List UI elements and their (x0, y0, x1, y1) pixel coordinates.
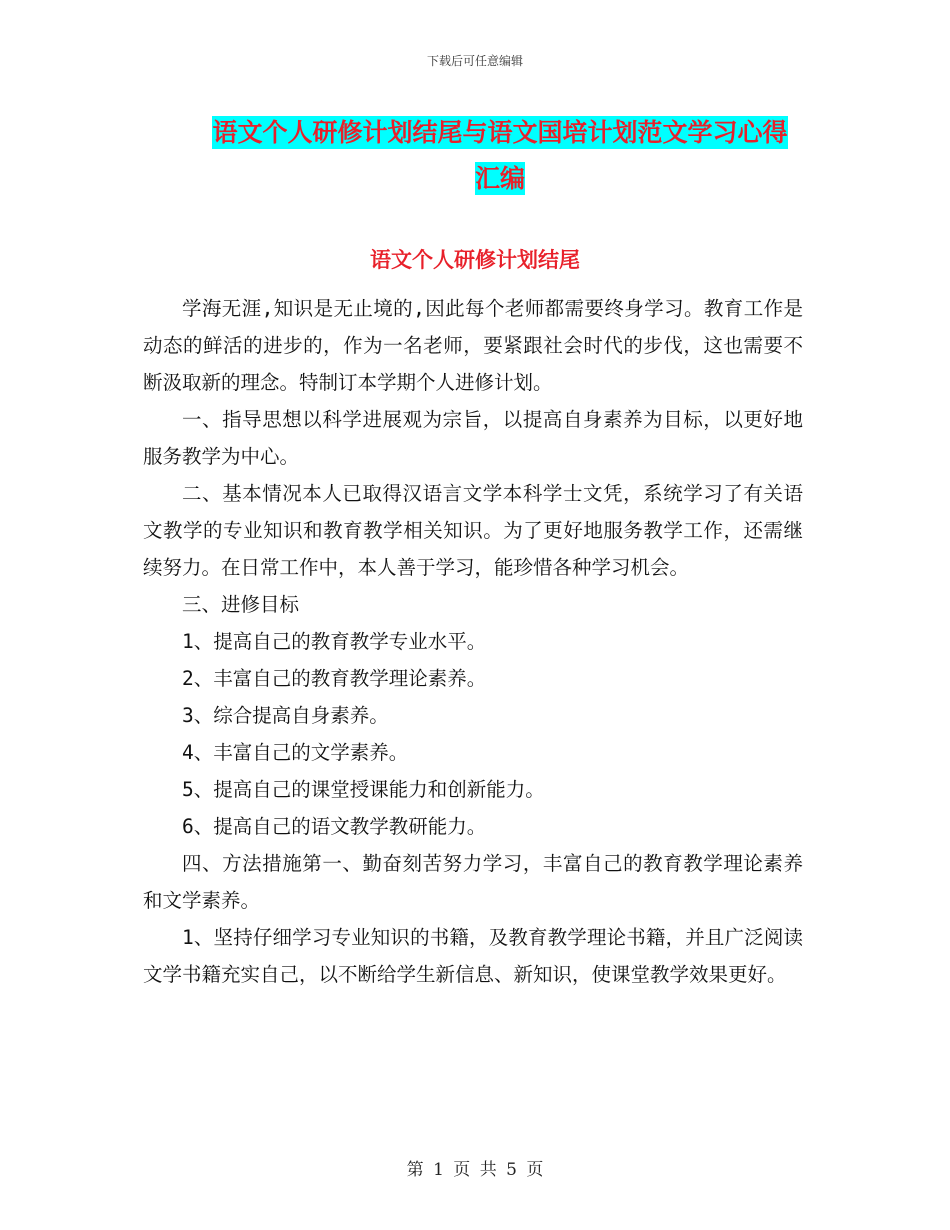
document-title-line-1: 语文个人研修计划结尾与语文国培计划范文学习心得 (212, 118, 788, 147)
page-number-footer: 第 1 页 共 5 页 (406, 1160, 544, 1180)
paragraph: 一、指导思想以科学进展观为宗旨，以提高自身素养为目标，以更好地服务教学为中心。 (143, 408, 803, 468)
paragraph: 二、基本情况本人已取得汉语言文学本科学士文凭，系统学习了有关语文教学的专业知识和教育教学相关知识。为了更好地服务教学工作，还需继续努力。在日常工作中，本人善于学习，能珍惜各种学习机会。 (143, 482, 803, 579)
paragraph: 2、丰富自己的教育教学理论素养。 (182, 667, 487, 690)
paragraph: 3、综合提高自身素养。 (182, 704, 389, 727)
paragraph: 1、坚持仔细学习专业知识的书籍，及教育教学理论书籍，并且广泛阅读文学书籍充实自己，以不断给学生新信息、新知识，使课堂教学效果更好。 (143, 926, 803, 986)
paragraph: 四、方法措施第一、勤奋刻苦努力学习，丰富自己的教育教学理论素养和文学素养。 (143, 852, 803, 912)
header-note: 下载后可任意编辑 (426, 54, 523, 68)
paragraph: 学海无涯,知识是无止境的,因此每个老师都需要终身学习。教育工作是动态的鲜活的进步的，作为一名老师，要紧跟社会时代的步伐，这也需要不断汲取新的理念。特制订本学期个人进修计划。 (143, 297, 803, 394)
section-title: 语文个人研修计划结尾 (370, 247, 580, 272)
body-text (143, 290, 803, 993)
document-title (150, 110, 850, 202)
paragraph: 4、丰富自己的文学素养。 (182, 741, 409, 764)
paragraph: 6、提高自己的语文教学教研能力。 (182, 815, 487, 838)
paragraph: 三、进修目标 (182, 593, 300, 616)
paragraph: 5、提高自己的课堂授课能力和创新能力。 (182, 778, 545, 801)
document-title-line-2: 汇编 (474, 164, 525, 193)
paragraph: 1、提高自己的教育教学专业水平。 (182, 630, 487, 653)
